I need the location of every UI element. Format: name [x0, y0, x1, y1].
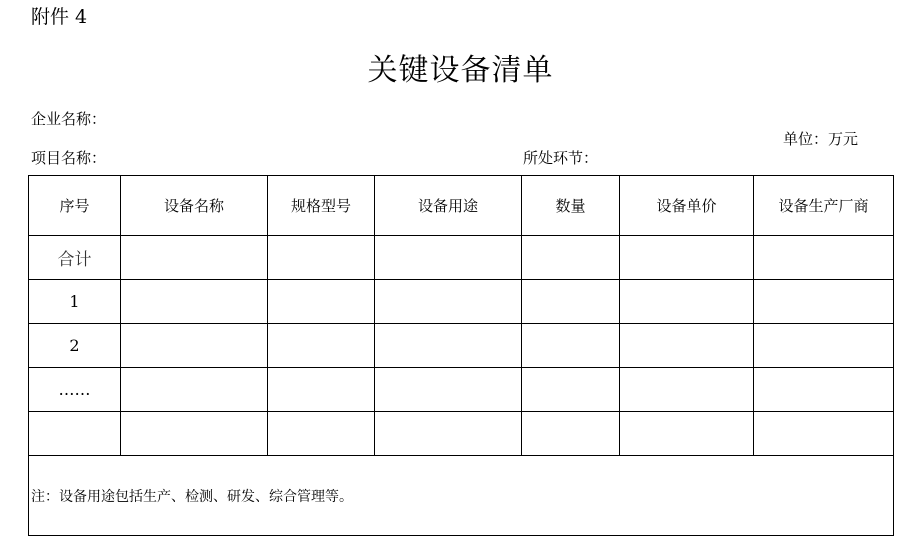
- table-cell: [268, 236, 375, 280]
- table-cell: [121, 368, 268, 412]
- table-row: [29, 280, 894, 324]
- table-row: [29, 412, 894, 456]
- attachment-label: 附件 4: [31, 6, 88, 28]
- table-cell: [522, 412, 620, 456]
- table-cell: 合计: [29, 236, 121, 280]
- column-header-manufacturer: 设备生产厂商: [754, 176, 894, 236]
- table-cell: [754, 324, 894, 368]
- table-cell: [268, 368, 375, 412]
- table-cell: [121, 324, 268, 368]
- table-cell: [522, 236, 620, 280]
- table-cell: [268, 412, 375, 456]
- table-cell: [121, 412, 268, 456]
- table-cell: 2: [29, 324, 121, 368]
- unit-label: 单位：万元: [783, 130, 859, 148]
- stage-label: 所处环节：: [523, 149, 599, 167]
- column-header-purpose: 设备用途: [375, 176, 522, 236]
- table-cell: [522, 368, 620, 412]
- table-row: [29, 368, 894, 412]
- table-row: [29, 324, 894, 368]
- table-row-total: [29, 236, 894, 280]
- project-name-label: 项目名称：: [31, 149, 107, 167]
- table-cell: [522, 280, 620, 324]
- page-title: 关键设备清单: [367, 53, 554, 88]
- table-cell: [375, 412, 522, 456]
- column-header-serial: 序号: [29, 176, 121, 236]
- equipment-table: [28, 175, 894, 536]
- table-cell: [620, 280, 754, 324]
- table-cell: [754, 412, 894, 456]
- table-header-row: [29, 176, 894, 236]
- table-cell: [620, 368, 754, 412]
- column-header-unit-price: 设备单价: [620, 176, 754, 236]
- table-cell: [375, 324, 522, 368]
- table-cell: [121, 236, 268, 280]
- column-header-equipment-name: 设备名称: [121, 176, 268, 236]
- table-note-row: [29, 456, 894, 536]
- table-note: 注：设备用途包括生产、检测、研发、综合管理等。: [29, 456, 894, 536]
- table-cell: [375, 236, 522, 280]
- table-cell: [620, 324, 754, 368]
- table-cell: [620, 412, 754, 456]
- company-name-label: 企业名称：: [31, 110, 107, 128]
- table-cell: [268, 324, 375, 368]
- table-cell: [29, 412, 121, 456]
- table-cell: [375, 280, 522, 324]
- table-cell: 1: [29, 280, 121, 324]
- table-cell: [754, 280, 894, 324]
- table-cell: [754, 236, 894, 280]
- table-cell: [522, 324, 620, 368]
- table-cell: [754, 368, 894, 412]
- column-header-model: 规格型号: [268, 176, 375, 236]
- table-cell: ……: [29, 368, 121, 412]
- table-cell: [121, 280, 268, 324]
- table-cell: [268, 280, 375, 324]
- column-header-quantity: 数量: [522, 176, 620, 236]
- table-cell: [375, 368, 522, 412]
- table-cell: [620, 236, 754, 280]
